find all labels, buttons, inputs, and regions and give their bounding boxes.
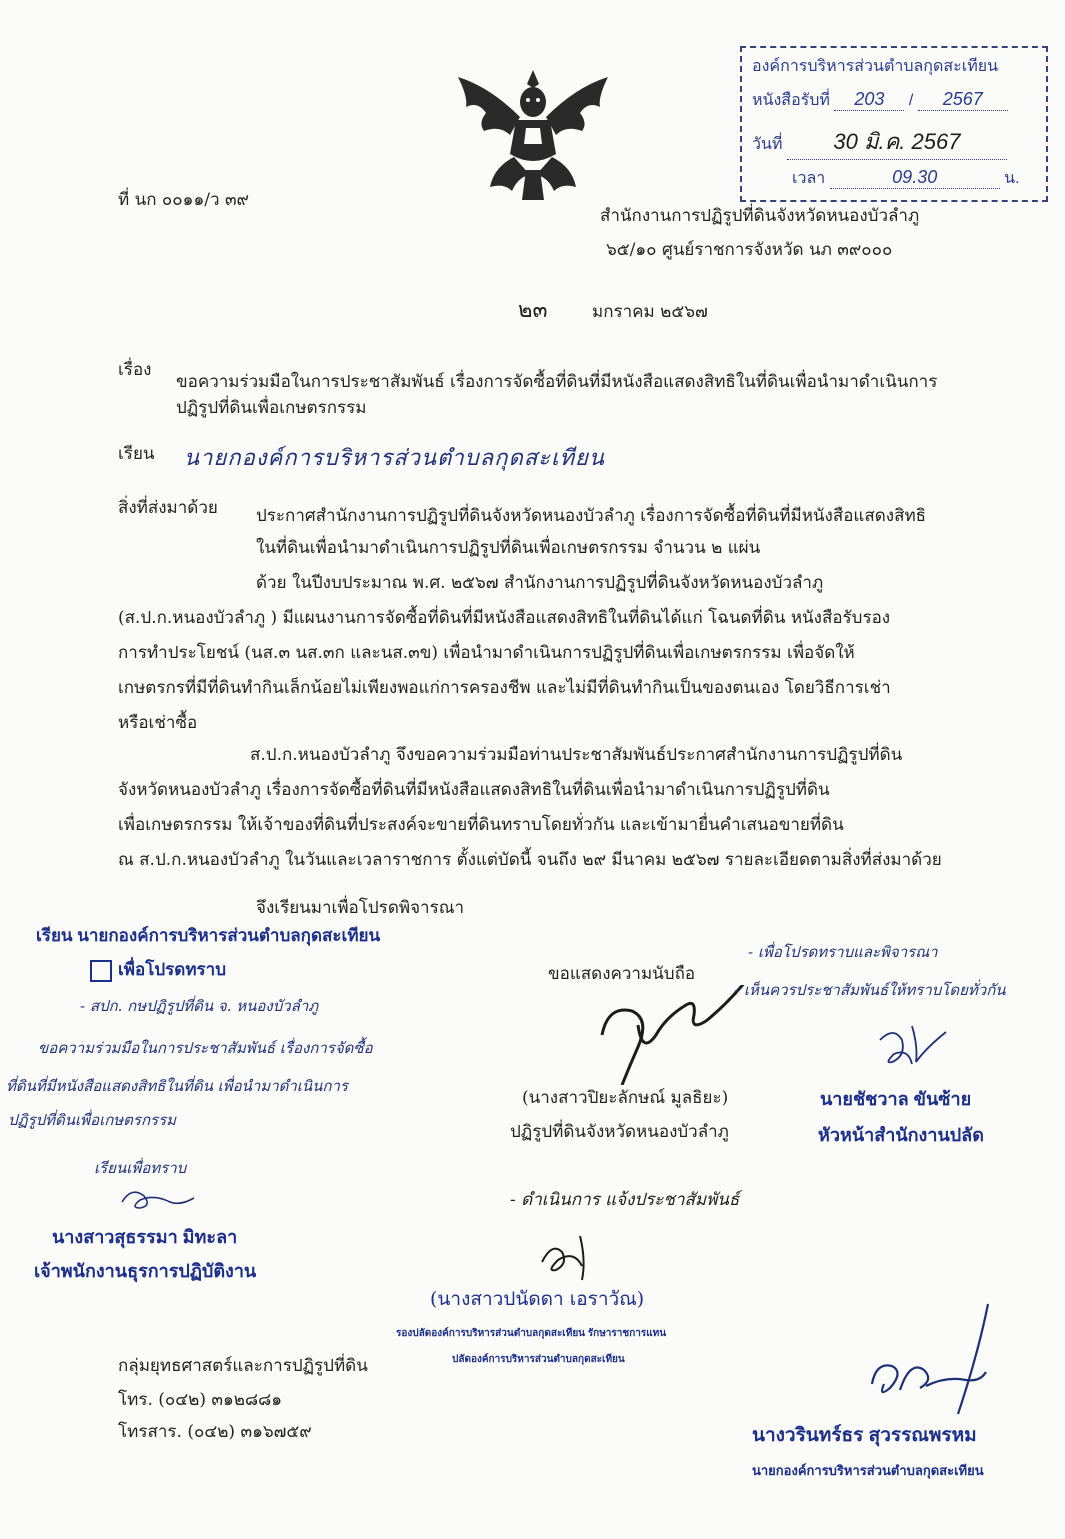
note-center-hand-line: - ดำเนินการ แจ้งประชาสัมพันธ์	[510, 1190, 740, 1210]
subject-label: เรื่อง	[118, 360, 152, 380]
stamp-time-row	[792, 166, 1020, 191]
note-center-title-2: ปลัดองค์การบริหารส่วนตำบลกุดสะเทียน	[452, 1354, 625, 1365]
note-center-title-1: รองปลัดองค์การบริหารส่วนตำบลกุดสะเทียน รักษาราชการแทน	[396, 1328, 667, 1339]
body-p2-line: เพื่อเกษตรกรรม ให้เจ้าของที่ดินที่ประสงค์จะขายที่ดินทราบโดยทั่วกัน และเข้ามายื่นคำเสนอขายที่ดิน	[118, 815, 844, 835]
body-p1-line: ด้วย ในปีงบประมาณ พ.ศ. ๒๕๖๗ สำนักงานการปฏิรูปที่ดินจังหวัดหนองบัวลำภู	[256, 573, 824, 593]
body-p2-line: ส.ป.ก.หนองบัวลำภู จึงขอความร่วมมือท่านประชาสัมพันธ์ประกาศสำนักงานการปฏิรูปที่ดิน	[250, 745, 903, 765]
to-value-handwritten: นายกองค์การบริหารส่วนตำบลกุดสะเทียน	[184, 446, 605, 471]
stamp-date-value: 30 มิ.ค. 2567	[787, 124, 1007, 160]
note-center-signature	[536, 1228, 606, 1288]
date-month-year: มกราคม ๒๕๖๗	[592, 302, 708, 322]
stamp-org: องค์การบริหารส่วนตำบลกุดสะเทียน	[752, 58, 999, 75]
note-left-hand-line: ขอความร่วมมือในการประชาสัมพันธ์ เรื่องการจัดซื้อ	[38, 1039, 373, 1057]
office-name: สำนักงานการปฏิรูปที่ดินจังหวัดหนองบัวลำภู	[600, 206, 920, 226]
note-left-to-value: นายกองค์การบริหารส่วนตำบลกุดสะเทียน	[77, 926, 381, 945]
note-left-hand-line: เรียนเพื่อทราบ	[94, 1159, 187, 1177]
note-center-name: (นางสาวปนัดดา เอราวัณ)	[430, 1288, 645, 1310]
signer-title: ปฏิรูปที่ดินจังหวัดหนองบัวลำภู	[510, 1122, 729, 1142]
body-paragraph-2	[118, 738, 968, 878]
body-paragraph-1	[118, 566, 968, 741]
mayor-title: นายกองค์การบริหารส่วนตำบลกุดสะเทียน	[752, 1463, 984, 1478]
receiving-stamp	[740, 46, 1048, 202]
footer-telephone: โทร. (๐๔๒) ๓๑๒๘๘๑	[118, 1390, 283, 1410]
body-p1-line: เกษตรกรที่มีที่ดินทำกินเล็กน้อยไม่เพียงพอแก่การครองชีพ และไม่มีที่ดินทำกินเป็นของตนเอง โดยวิธีการเช่า	[118, 678, 891, 698]
body-p2-line: ณ ส.ป.ก.หนองบัวลำภู ในวันและเวลาราชการ ตั้งแต่บัดนี้ จนถึง ๒๙ มีนาคม ๒๕๖๗ รายละเอียดตามสิ่งที่ส่งมาด้วย	[118, 850, 942, 870]
note-left-hand-line: - สปก. กษปฏิรูปที่ดิน จ. หนองบัวลำภู	[80, 997, 319, 1015]
stamp-time-value: 09.30	[830, 167, 1000, 189]
footer-fax: โทรสาร. (๐๔๒) ๓๑๖๗๕๙	[118, 1422, 312, 1442]
date-day: ๒๓	[518, 298, 548, 323]
regards-text: ขอแสดงความนับถือ	[548, 964, 696, 984]
stamp-time-label: เวลา	[792, 170, 826, 187]
stamp-date-row	[752, 124, 1007, 160]
body-p1-line: (ส.ป.ก.หนองบัวลำภู ) มีแผนงานการจัดซื้อที่ดินที่มีหนังสือแสดงสิทธิในที่ดินได้แก่ โฉนดที่ดิน หนังสือรับรอง	[118, 608, 891, 628]
footer-department: กลุ่มยุทธศาสตร์และการปฏิรูปที่ดิน	[118, 1356, 368, 1376]
note-right-name: นายชัชวาล ขันซ้าย	[820, 1089, 972, 1109]
to-label: เรียน	[118, 444, 155, 464]
note-left-to	[36, 922, 380, 949]
note-left-hand-line: ปฏิรูปที่ดินเพื่อเกษตรกรรม	[8, 1111, 177, 1129]
stamp-received-no: 203	[834, 89, 904, 111]
enclosure-label: สิ่งที่ส่งมาด้วย	[118, 498, 218, 518]
note-right-signature	[872, 1020, 952, 1074]
body-p2-line: จังหวัดหนองบัวลำภู เรื่องการจัดซื้อที่ดินที่มีหนังสือแสดงสิทธิในที่ดินเพื่อนำมาดำเนินการปฏิรูปที่ดิน	[118, 780, 830, 800]
note-left-title: เจ้าพนักงานธุรการปฏิบัติงาน	[34, 1261, 257, 1281]
stamp-received-year: 2567	[918, 89, 1008, 111]
note-right-hand-line: - เพื่อโปรดทราบและพิจารณา	[748, 943, 938, 961]
subject-line-1: ขอความร่วมมือในการประชาสัมพันธ์ เรื่องการจัดซื้อที่ดินที่มีหนังสือแสดงสิทธิในที่ดินเพื่อนำมาดำเนินการ	[176, 372, 938, 392]
note-left-checkbox-row	[90, 956, 226, 983]
note-right-title: หัวหน้าสำนักงานปลัด	[818, 1125, 984, 1145]
stamp-received-row: หนังสือรับที่ 203 / 2567	[752, 88, 1008, 113]
mayor-name: นางวรินทร์ธร สุวรรณพรหม	[752, 1425, 977, 1446]
checkbox-icon	[90, 960, 112, 982]
note-left-name: นางสาวสุธรรมา มิทะลา	[52, 1227, 238, 1247]
signer-name: (นางสาวปิยะลักษณ์ มูลธิยะ)	[522, 1088, 729, 1108]
note-left-checkbox-label: เพื่อโปรดทราบ	[118, 960, 226, 979]
stamp-date-label: วันที่	[752, 136, 783, 153]
reference-number: ที่ นก ๐๐๑๑/ว ๓๙	[118, 190, 250, 210]
note-right-hand-line: - เห็นควรประชาสัมพันธ์ให้ทราบโดยทั่วกัน	[734, 981, 1006, 999]
note-left-hand-line: ที่ดินที่มีหนังสือแสดงสิทธิในที่ดิน เพื่อนำมาดำเนินการ	[6, 1077, 348, 1095]
body-p1-line: หรือเช่าซื้อ	[118, 713, 198, 733]
stamp-time-suffix: น.	[1004, 170, 1020, 187]
stamp-received-label: หนังสือรับที่	[752, 92, 830, 109]
subject-line-2: ปฏิรูปที่ดินเพื่อเกษตรกรรม	[176, 398, 367, 418]
note-left-signature	[118, 1184, 198, 1214]
enclosure-line-1: ประกาศสำนักงานการปฏิรูปที่ดินจังหวัดหนองบัวลำภู เรื่องการจัดซื้อที่ดินที่มีหนังสือแสดงสิทธิ	[256, 506, 927, 526]
mayor-signature	[860, 1294, 1010, 1424]
office-address: ๖๕/๑๐ ศูนย์ราชการจังหวัด นภ ๓๙๐๐๐	[606, 240, 893, 260]
garuda-emblem	[448, 62, 618, 216]
body-p1-line: การทำประโยชน์ (นส.๓ นส.๓ก และนส.๓ข) เพื่อนำมาดำเนินการปฏิรูปที่ดินเพื่อเกษตรกรรม เพื่อจัดให้	[118, 643, 855, 663]
closing-line: จึงเรียนมาเพื่อโปรดพิจารณา	[256, 898, 465, 918]
enclosure-line-2: ในที่ดินเพื่อนำมาดำเนินการปฏิรูปที่ดินเพื่อเกษตรกรรม จำนวน ๒ แผ่น	[256, 538, 761, 558]
note-left-to-label: เรียน	[36, 926, 73, 945]
